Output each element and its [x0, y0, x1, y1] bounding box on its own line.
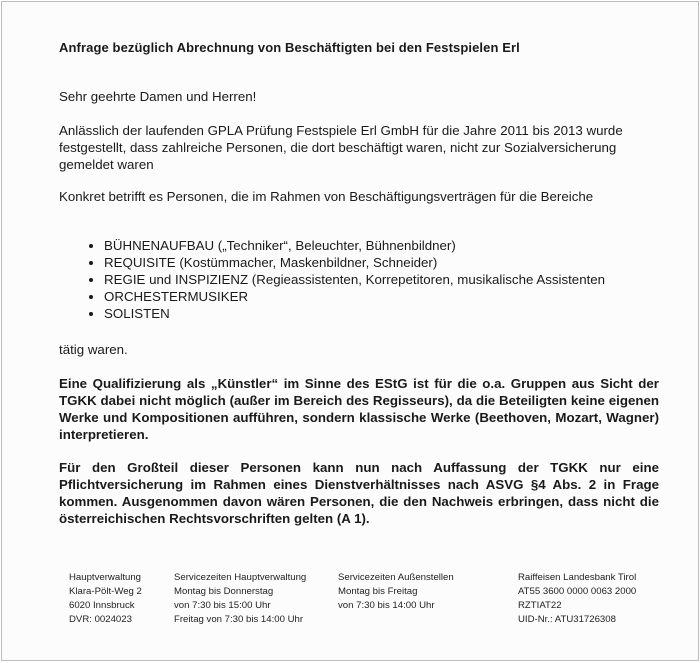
footer-line: DVR: 0024023: [69, 614, 132, 625]
list-item: • REGIE und INSPIZIENZ (Regieassistenten, Korrepetitoren, musikalische Assistenten: [104, 271, 700, 288]
document-page: [1, 1, 699, 661]
footer-address: [69, 571, 142, 627]
footer-line: von 7:30 bis 14:00 Uhr: [338, 600, 435, 611]
salutation: Sehr geehrte Damen und Herren!: [59, 89, 257, 104]
footer-line: AT55 3600 0000 0063 2000: [518, 586, 637, 597]
list-item: • ORCHESTERMUSIKER: [104, 288, 700, 305]
footer-bank-details: [518, 571, 636, 627]
footer-line: Hauptverwaltung: [69, 572, 141, 583]
list-item: • BÜHNENAUFBAU („Techniker“, Beleuchter, Bühnenbildner): [104, 237, 700, 254]
footer-line: UID-Nr.: ATU31726308: [518, 614, 616, 625]
footer-line: Montag bis Donnerstag: [174, 586, 274, 597]
footer-line: Freitag von 7:30 bis 14:00 Uhr: [174, 614, 304, 625]
paragraph-qualification: Eine Qualifizierung als „Künstler“ im Sinne des EStG ist für die o.a. Gruppen aus Sicht der TGKK dabei nicht möglich (außer im Bereich des Regisseurs), da die Beteiligten keine eigenen Werke und Kompositionen aufführen, sondern klassische Werke (Beethoven, Mozart, Wagner) interpretieren.: [59, 376, 659, 442]
paragraph-insurance: Für den Großteil dieser Personen kann nun nach Auffassung der TGKK nur eine Pflichtversicherung im Rahmen eines Dienstverhältnisses nach ASVG §4 Abs. 2 in Frage kommen. Ausgenommen davon wären Personen, die den Nachweis erbringen, dass nicht die österreichischen Rechtsvorschriften gelten (A 1).: [59, 460, 659, 526]
footer-line: Servicezeiten Außenstellen: [338, 572, 454, 583]
footer-service-hours-branches: [338, 571, 454, 613]
list-item: • REQUISITE (Kostümmacher, Maskenbildner, Schneider): [104, 254, 700, 271]
affected-areas-list: [58, 237, 700, 322]
paragraph-scope: Konkret betrifft es Personen, die im Rahmen von Beschäftigungsverträgen für die Bereiche: [59, 189, 594, 204]
paragraph-intro: Anlässlich der laufenden GPLA Prüfung Festspiele Erl GmbH für die Jahre 2011 bis 2013 wurde festgestellt, dass zahlreiche Personen, die dort beschäftigt waren, nicht zur Sozialversicherung gemeldet waren: [59, 123, 623, 172]
footer-line: 6020 Innsbruck: [69, 600, 135, 611]
letter-subject: Anfrage bezüglich Abrechnung von Beschäftigten bei den Festspielen Erl: [59, 40, 520, 55]
footer-line: von 7:30 bis 15:00 Uhr: [174, 600, 271, 611]
footer-line: Raiffeisen Landesbank Tirol: [518, 572, 637, 583]
footer-line: RZTIAT22: [518, 600, 562, 611]
footer-line: Klara-Pölt-Weg 2: [69, 586, 142, 597]
footer-line: Montag bis Freitag: [338, 586, 418, 597]
closing-line: tätig waren.: [59, 342, 128, 357]
list-item: • SOLISTEN: [104, 305, 700, 322]
footer-line: Servicezeiten Hauptverwaltung: [174, 572, 307, 583]
footer-service-hours-main: [174, 571, 306, 627]
